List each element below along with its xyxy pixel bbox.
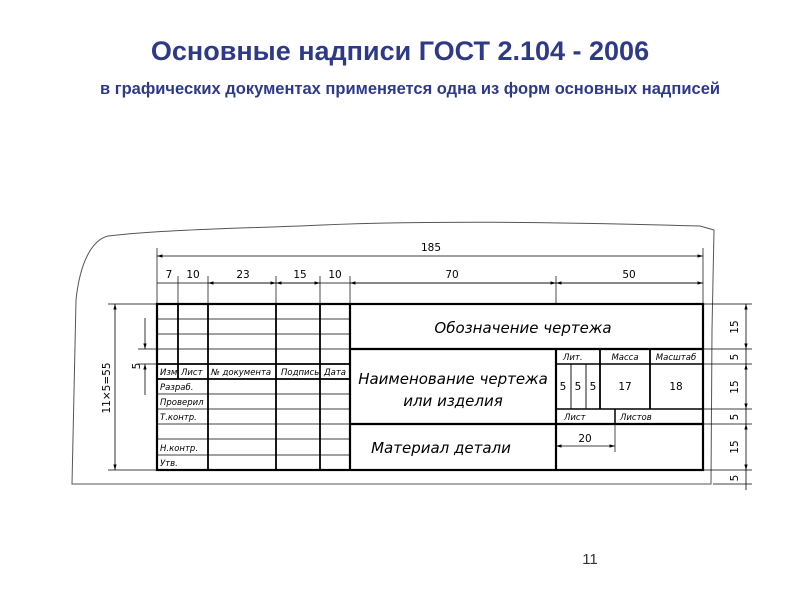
org-width: 20	[578, 433, 592, 445]
designation-label: Обозначение чертежа	[434, 319, 612, 337]
mass-label: Масса	[611, 353, 639, 363]
header-date: Дата	[324, 368, 347, 378]
header-signature: Подпись	[281, 368, 320, 378]
left-dimensions	[101, 304, 157, 470]
row-razrab: Разраб.	[160, 383, 194, 393]
row-nkontr: Н.контр.	[160, 444, 199, 454]
dim-left-row: 5	[131, 362, 143, 370]
slide-subtitle: в графических документах применяется одна из форм основных надписей	[99, 80, 721, 98]
top-dimensions	[157, 242, 703, 304]
dim-col-6: 70	[445, 269, 459, 281]
dim-total-width: 185	[420, 242, 442, 254]
dim-col-2: 10	[186, 269, 200, 281]
dim-right-5: 15	[729, 440, 741, 454]
header-list: Лист	[181, 368, 203, 378]
right-dimensions	[703, 304, 752, 490]
scale-width: 18	[669, 381, 683, 393]
dim-col-3: 23	[236, 269, 250, 281]
dim-right-3: 15	[729, 380, 741, 394]
lit-cell-1: 5	[559, 381, 567, 393]
dim-col-5: 10	[328, 269, 342, 281]
row-utv: Утв.	[160, 459, 178, 469]
dim-right-6: 5	[729, 474, 741, 482]
header-izm: Изм	[160, 368, 178, 378]
lit-cell-3: 5	[589, 381, 597, 393]
mass-width: 17	[618, 381, 632, 393]
dim-right-1: 15	[729, 320, 741, 334]
dim-right-2: 5	[729, 353, 741, 361]
dim-left-height: 11×5=55	[101, 362, 113, 414]
dim-right-4: 5	[729, 413, 741, 421]
dim-col-4: 15	[293, 269, 307, 281]
lit-cell-2: 5	[574, 381, 582, 393]
material-label: Материал детали	[371, 439, 511, 457]
dim-col-1: 7	[165, 269, 173, 281]
slide-title: Основные надписи ГОСТ 2.104 - 2006	[150, 36, 650, 66]
dim-col-7: 50	[622, 269, 636, 281]
sheet-label: Лист	[564, 413, 586, 423]
header-doc-number: № документа	[211, 368, 272, 378]
scale-label: Масштаб	[655, 353, 697, 363]
row-proveril: Проверил	[160, 398, 204, 408]
name-label-line1: Наименование чертежа	[358, 370, 548, 388]
row-tkontr: Т.контр.	[160, 413, 197, 423]
page-number: 11	[582, 551, 598, 568]
name-label-line2: или изделия	[403, 392, 503, 410]
sheets-label: Листов	[620, 413, 652, 423]
lit-label: Лит.	[563, 353, 583, 363]
